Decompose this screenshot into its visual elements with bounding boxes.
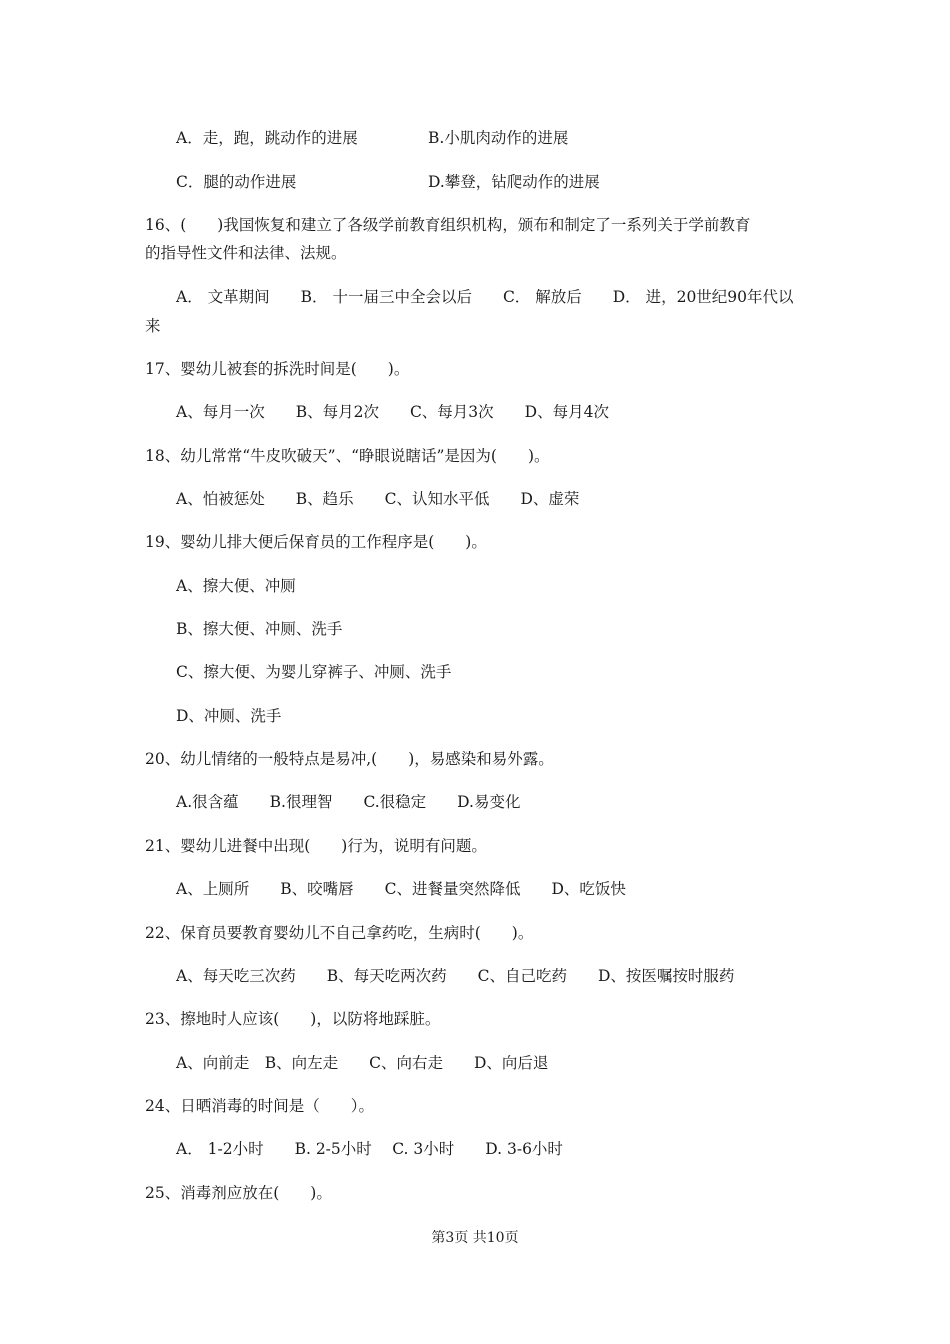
- question-21: 21、婴幼儿进餐中出现( )行为，说明有问题。: [145, 837, 487, 855]
- question-19: 19、婴幼儿排大便后保育员的工作程序是( )。: [145, 533, 487, 551]
- question-18-options: A、怕被惩处 B、趋乐 C、认知水平低 D、虚荣: [176, 490, 580, 508]
- option-line: B.小肌肉动作的进展: [428, 129, 569, 147]
- question-23-options: A、向前走 B、向左走 C、向右走 D、向后退: [176, 1054, 549, 1072]
- question-16-options-continuation: 来: [145, 317, 161, 335]
- question-19-option-a: A、擦大便、冲厕: [176, 577, 296, 595]
- question-20: 20、幼儿情绪的一般特点是易冲,( )，易感染和易外露。: [145, 750, 554, 768]
- question-16: 16、( )我国恢复和建立了各级学前教育组织机构，颁布和制定了一系列关于学前教育: [145, 216, 751, 234]
- question-22: 22、保育员要教育婴幼儿不自己拿药吃，生病时( )。: [145, 924, 534, 942]
- question-22-options: A、每天吃三次药 B、每天吃两次药 C、自己吃药 D、按医嘱按时服药: [176, 967, 735, 985]
- question-19-option-d: D、冲厕、洗手: [176, 707, 282, 725]
- question-16-continuation: 的指导性文件和法律、法规。: [145, 244, 347, 262]
- question-17: 17、婴幼儿被套的拆洗时间是( )。: [145, 360, 410, 378]
- question-19-option-b: B、擦大便、冲厕、洗手: [176, 620, 343, 638]
- question-24-options: A． 1-2小时 B. 2-5小时 C. 3小时 D. 3-6小时: [176, 1140, 563, 1158]
- option-line: A．走，跑，跳动作的进展: [176, 129, 358, 147]
- question-16-options: A． 文革期间 B． 十一届三中全会以后 C． 解放后 D． 进，20世纪90年代以: [176, 288, 794, 306]
- question-21-options: A、上厕所 B、咬嘴唇 C、进餐量突然降低 D、吃饭快: [176, 880, 626, 898]
- question-19-option-c: C、擦大便、为婴儿穿裤子、冲厕、洗手: [176, 663, 452, 681]
- question-20-options: A.很含蕴 B.很理智 C.很稳定 D.易变化: [176, 793, 521, 811]
- option-line: C．腿的动作进展: [176, 173, 297, 191]
- question-17-options: A、每月一次 B、每月2次 C、每月3次 D、每月4次: [176, 403, 609, 421]
- question-25: 25、消毒剂应放在( )。: [145, 1184, 332, 1202]
- question-24: 24、日晒消毒的时间是（ ）。: [145, 1097, 374, 1115]
- question-23: 23、擦地时人应该( )，以防将地踩脏。: [145, 1010, 441, 1028]
- option-line: D.攀登，钻爬动作的进展: [428, 173, 600, 191]
- page-footer: 第3页 共10页: [431, 1230, 519, 1246]
- question-18: 18、幼儿常常“牛皮吹破天”、“睁眼说瞎话”是因为( )。: [145, 447, 550, 465]
